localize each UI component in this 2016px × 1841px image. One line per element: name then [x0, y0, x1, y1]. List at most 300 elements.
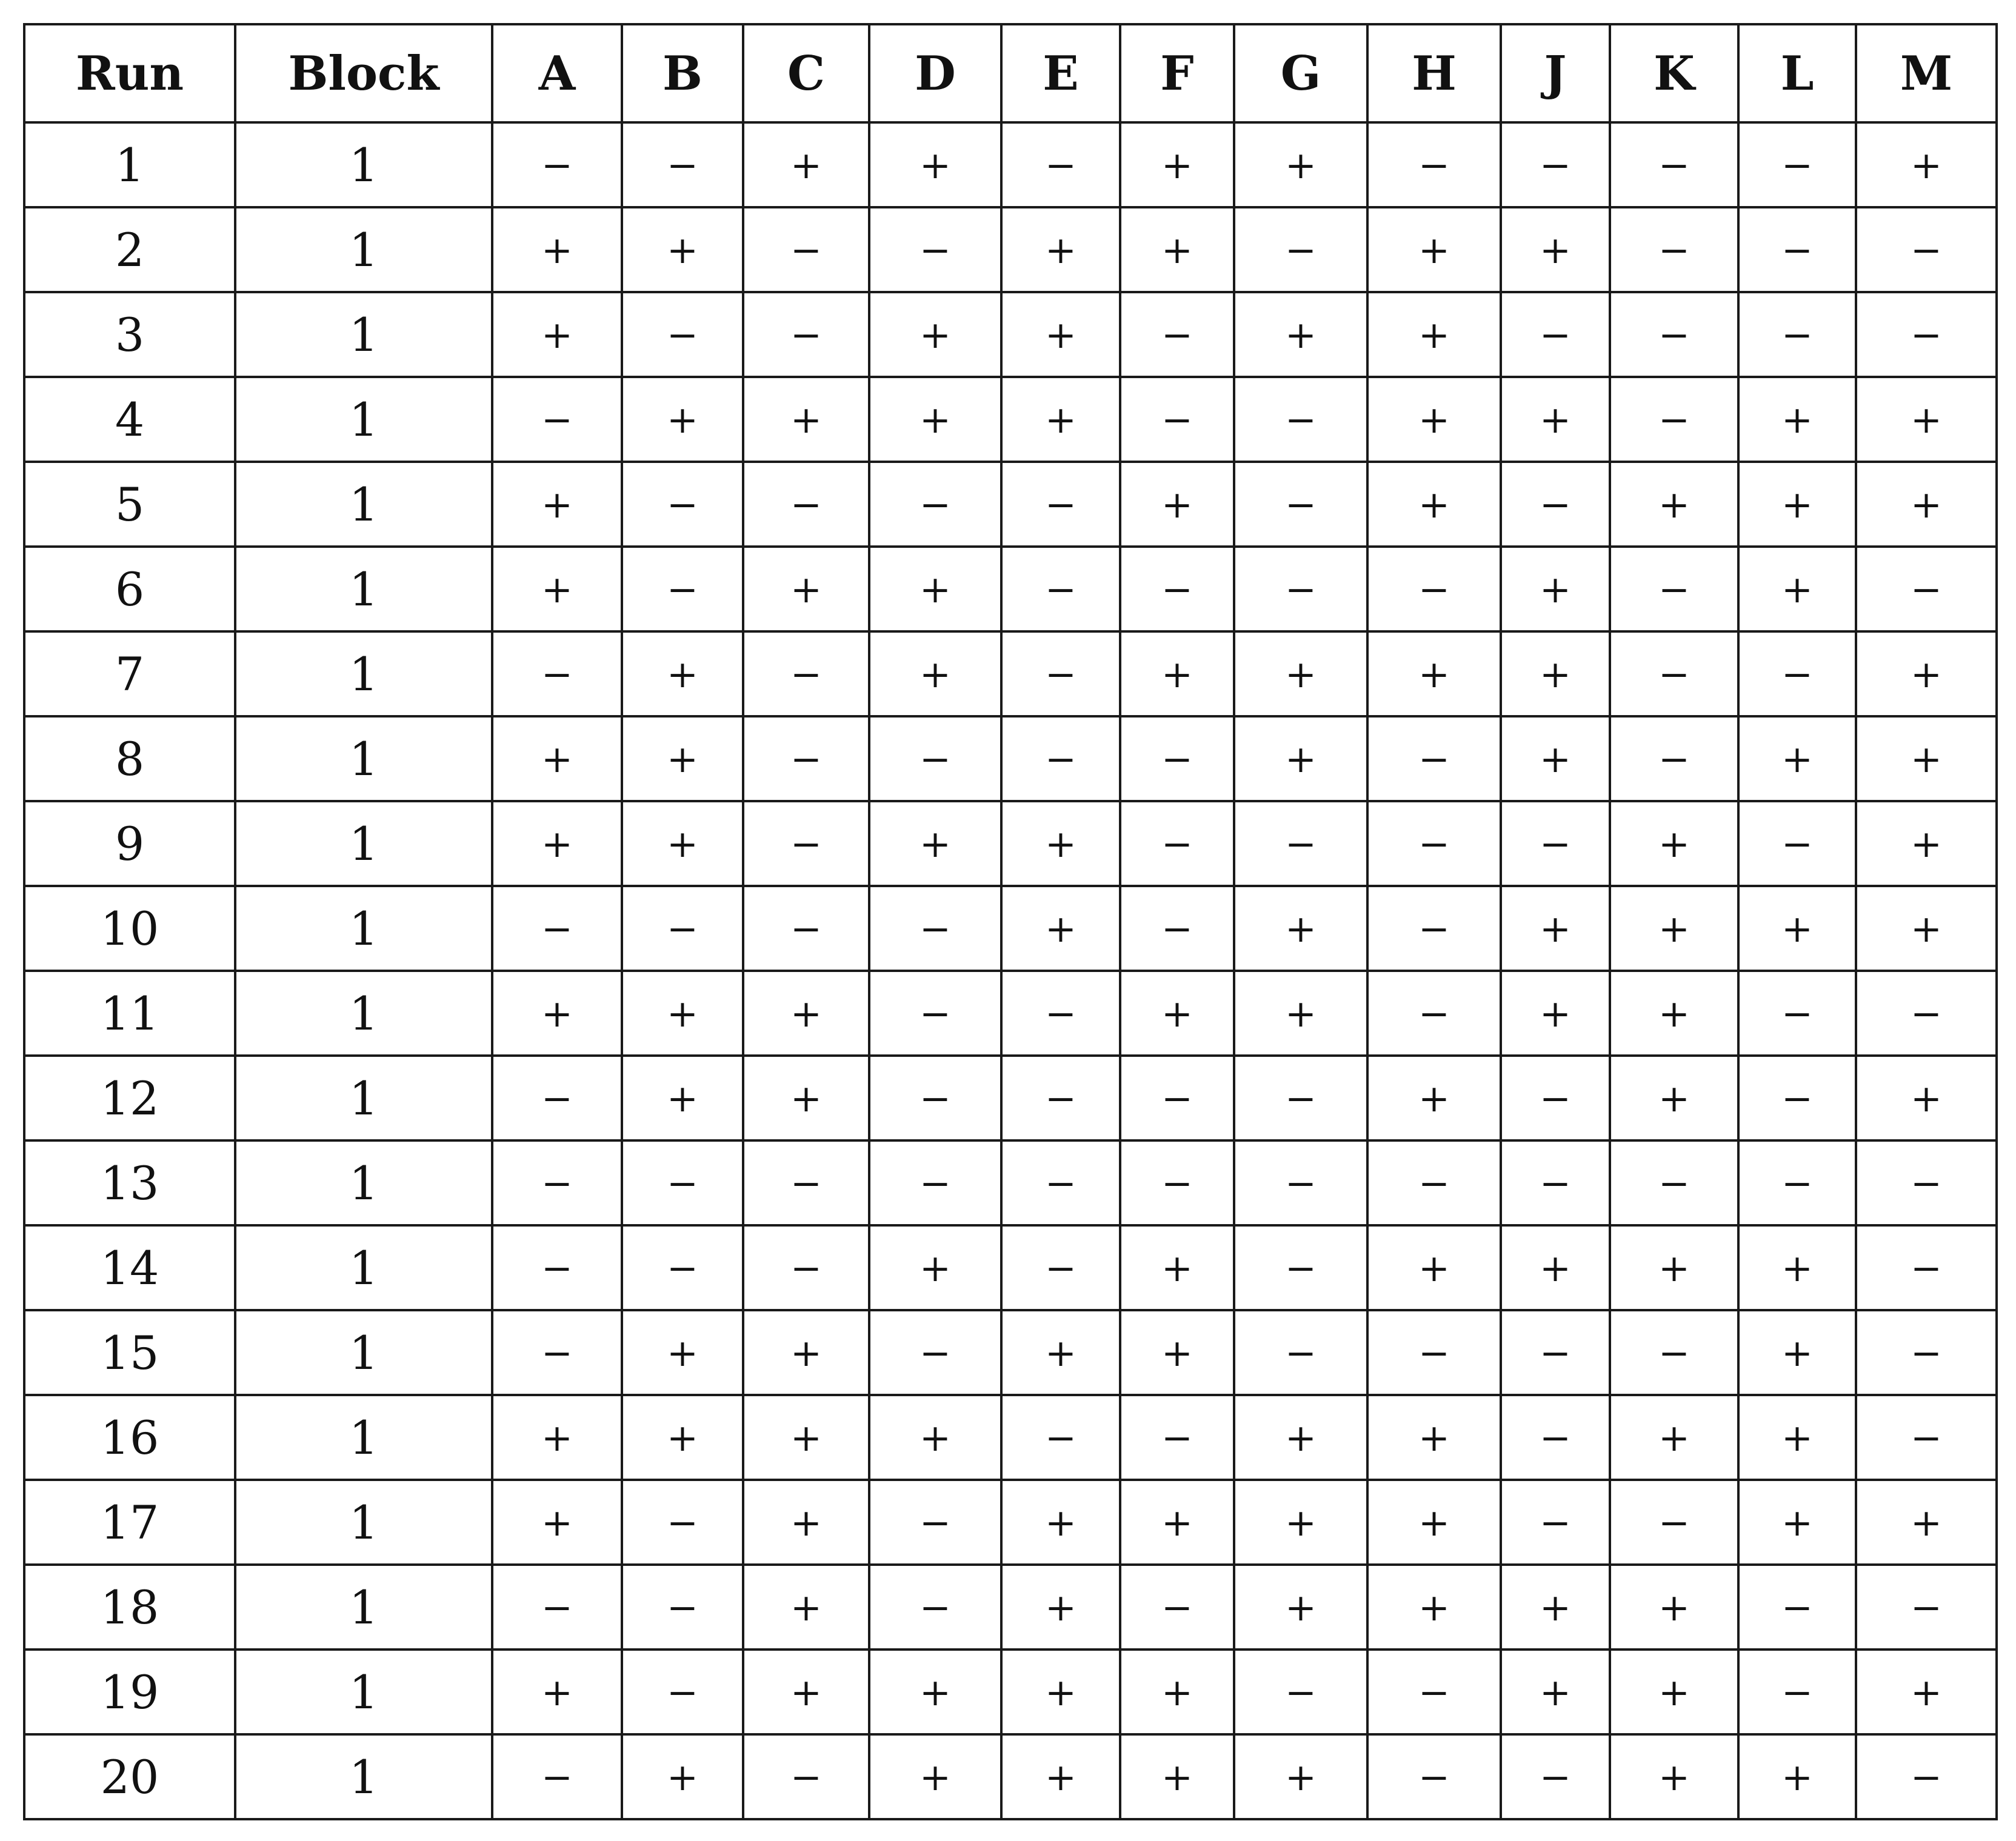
level-cell: + — [1234, 122, 1367, 207]
level-cell: + — [1120, 631, 1234, 716]
level-cell: + — [743, 377, 869, 462]
level-cell: + — [1738, 1395, 1856, 1480]
block-cell: 1 — [235, 292, 492, 377]
level-cell: + — [869, 547, 1001, 631]
level-cell: + — [1367, 462, 1501, 547]
level-cell: + — [492, 1650, 622, 1734]
level-cell: − — [1001, 547, 1120, 631]
level-cell: + — [1234, 1395, 1367, 1480]
level-cell: − — [1367, 1310, 1501, 1395]
level-cell: + — [1001, 1565, 1120, 1650]
level-cell: + — [869, 801, 1001, 886]
block-cell: 1 — [235, 1395, 492, 1480]
level-cell: + — [1501, 547, 1610, 631]
level-cell: − — [1610, 1480, 1738, 1565]
level-cell: + — [1738, 1310, 1856, 1395]
level-cell: + — [869, 1734, 1001, 1819]
level-cell: + — [492, 971, 622, 1056]
level-cell: + — [1610, 1225, 1738, 1310]
level-cell: + — [492, 462, 622, 547]
level-cell: + — [869, 377, 1001, 462]
run-number-cell: 2 — [24, 207, 235, 292]
level-cell: + — [1501, 886, 1610, 971]
level-cell: + — [869, 1650, 1001, 1734]
level-cell: − — [1501, 801, 1610, 886]
level-cell: + — [622, 1395, 743, 1480]
level-cell: + — [1610, 462, 1738, 547]
level-cell: − — [1501, 1140, 1610, 1225]
level-cell: + — [1856, 716, 1997, 801]
level-cell: + — [492, 1395, 622, 1480]
level-cell: − — [1367, 1140, 1501, 1225]
level-cell: − — [1367, 1650, 1501, 1734]
table-row — [24, 292, 1997, 377]
table-row — [24, 1225, 1997, 1310]
level-cell: − — [869, 1565, 1001, 1650]
level-cell: − — [1234, 207, 1367, 292]
level-cell: − — [743, 1140, 869, 1225]
level-cell: + — [1120, 207, 1234, 292]
level-cell: − — [1610, 631, 1738, 716]
level-cell: − — [1738, 122, 1856, 207]
level-cell: + — [1501, 1565, 1610, 1650]
level-cell: − — [492, 122, 622, 207]
level-cell: + — [622, 377, 743, 462]
level-cell: − — [1120, 377, 1234, 462]
run-number-cell: 14 — [24, 1225, 235, 1310]
level-cell: − — [743, 716, 869, 801]
level-cell: − — [869, 207, 1001, 292]
level-cell: − — [1610, 1310, 1738, 1395]
level-cell: − — [1001, 1140, 1120, 1225]
level-cell: + — [1001, 207, 1120, 292]
level-cell: + — [1856, 1480, 1997, 1565]
level-cell: + — [1367, 207, 1501, 292]
level-cell: − — [743, 631, 869, 716]
level-cell: − — [1501, 1310, 1610, 1395]
column-header-a: A — [492, 24, 622, 122]
run-number-cell: 19 — [24, 1650, 235, 1734]
level-cell: − — [1501, 1056, 1610, 1140]
level-cell: − — [743, 886, 869, 971]
level-cell: − — [1367, 801, 1501, 886]
level-cell: − — [869, 886, 1001, 971]
level-cell: + — [1001, 1650, 1120, 1734]
level-cell: + — [1120, 1480, 1234, 1565]
level-cell: − — [1367, 1734, 1501, 1819]
level-cell: − — [492, 1310, 622, 1395]
level-cell: + — [1367, 1056, 1501, 1140]
level-cell: + — [1501, 377, 1610, 462]
level-cell: − — [1738, 801, 1856, 886]
level-cell: − — [1856, 1225, 1997, 1310]
level-cell: − — [1367, 886, 1501, 971]
level-cell: + — [1234, 631, 1367, 716]
table-row — [24, 971, 1997, 1056]
level-cell: − — [869, 462, 1001, 547]
level-cell: + — [492, 292, 622, 377]
run-number-cell: 18 — [24, 1565, 235, 1650]
block-cell: 1 — [235, 1310, 492, 1395]
level-cell: − — [1367, 122, 1501, 207]
table-row — [24, 1734, 1997, 1819]
run-number-cell: 10 — [24, 886, 235, 971]
level-cell: + — [622, 1734, 743, 1819]
level-cell: + — [1610, 1056, 1738, 1140]
level-cell: − — [1120, 292, 1234, 377]
level-cell: − — [622, 1480, 743, 1565]
level-cell: + — [1501, 631, 1610, 716]
level-cell: + — [743, 1565, 869, 1650]
level-cell: + — [1001, 886, 1120, 971]
level-cell: − — [1738, 1140, 1856, 1225]
column-header-j: J — [1501, 24, 1610, 122]
level-cell: + — [1738, 377, 1856, 462]
table-row — [24, 1565, 1997, 1650]
block-cell: 1 — [235, 971, 492, 1056]
level-cell: + — [1367, 292, 1501, 377]
level-cell: + — [1738, 716, 1856, 801]
column-header-b: B — [622, 24, 743, 122]
level-cell: − — [1856, 1140, 1997, 1225]
level-cell: + — [1120, 122, 1234, 207]
level-cell: − — [1120, 1056, 1234, 1140]
table-row — [24, 462, 1997, 547]
level-cell: − — [1856, 1565, 1997, 1650]
level-cell: + — [1856, 801, 1997, 886]
level-cell: − — [743, 1734, 869, 1819]
level-cell: − — [869, 1140, 1001, 1225]
level-cell: − — [743, 1225, 869, 1310]
level-cell: + — [869, 631, 1001, 716]
block-cell: 1 — [235, 1565, 492, 1650]
level-cell: − — [869, 971, 1001, 1056]
run-number-cell: 16 — [24, 1395, 235, 1480]
level-cell: − — [1001, 1225, 1120, 1310]
level-cell: − — [1610, 122, 1738, 207]
level-cell: + — [1738, 1734, 1856, 1819]
level-cell: − — [1001, 971, 1120, 1056]
level-cell: − — [1234, 377, 1367, 462]
level-cell: + — [869, 1395, 1001, 1480]
level-cell: + — [869, 122, 1001, 207]
level-cell: + — [1610, 1395, 1738, 1480]
block-cell: 1 — [235, 462, 492, 547]
level-cell: − — [743, 462, 869, 547]
level-cell: + — [1501, 1225, 1610, 1310]
level-cell: + — [1234, 292, 1367, 377]
level-cell: − — [1120, 886, 1234, 971]
run-number-cell: 15 — [24, 1310, 235, 1395]
level-cell: + — [1367, 1395, 1501, 1480]
run-number-cell: 5 — [24, 462, 235, 547]
level-cell: + — [1610, 801, 1738, 886]
level-cell: + — [1234, 886, 1367, 971]
level-cell: − — [622, 1140, 743, 1225]
level-cell: + — [1367, 377, 1501, 462]
level-cell: − — [869, 1056, 1001, 1140]
level-cell: − — [1856, 1734, 1997, 1819]
level-cell: − — [1234, 547, 1367, 631]
level-cell: − — [492, 1565, 622, 1650]
block-cell: 1 — [235, 377, 492, 462]
table-header — [24, 24, 1997, 122]
level-cell: − — [1501, 462, 1610, 547]
column-header-block: Block — [235, 24, 492, 122]
level-cell: + — [1501, 207, 1610, 292]
level-cell: + — [622, 631, 743, 716]
level-cell: + — [1001, 801, 1120, 886]
block-cell: 1 — [235, 122, 492, 207]
design-matrix-table — [23, 23, 1998, 1820]
level-cell: + — [1501, 716, 1610, 801]
block-cell: 1 — [235, 1734, 492, 1819]
column-header-e: E — [1001, 24, 1120, 122]
header-row — [24, 24, 1997, 122]
level-cell: + — [1234, 971, 1367, 1056]
level-cell: − — [1001, 716, 1120, 801]
level-cell: + — [1738, 1480, 1856, 1565]
block-cell: 1 — [235, 801, 492, 886]
run-number-cell: 17 — [24, 1480, 235, 1565]
level-cell: + — [743, 1310, 869, 1395]
level-cell: + — [1856, 1056, 1997, 1140]
level-cell: − — [1120, 716, 1234, 801]
level-cell: + — [1738, 1225, 1856, 1310]
level-cell: − — [1610, 1140, 1738, 1225]
block-cell: 1 — [235, 1650, 492, 1734]
level-cell: − — [1738, 971, 1856, 1056]
level-cell: + — [743, 1395, 869, 1480]
level-cell: − — [869, 1480, 1001, 1565]
level-cell: − — [1234, 1056, 1367, 1140]
table-row — [24, 1650, 1997, 1734]
run-number-cell: 7 — [24, 631, 235, 716]
table-row — [24, 547, 1997, 631]
column-header-g: G — [1234, 24, 1367, 122]
level-cell: + — [1501, 1650, 1610, 1734]
level-cell: + — [1120, 1734, 1234, 1819]
level-cell: + — [1001, 1310, 1120, 1395]
level-cell: − — [622, 462, 743, 547]
level-cell: − — [622, 122, 743, 207]
level-cell: + — [622, 801, 743, 886]
block-cell: 1 — [235, 207, 492, 292]
level-cell: − — [1738, 1650, 1856, 1734]
level-cell: − — [1234, 1310, 1367, 1395]
level-cell: − — [1120, 1140, 1234, 1225]
level-cell: − — [1234, 1650, 1367, 1734]
level-cell: − — [492, 1734, 622, 1819]
level-cell: + — [622, 207, 743, 292]
level-cell: − — [622, 886, 743, 971]
column-header-c: C — [743, 24, 869, 122]
level-cell: + — [1610, 971, 1738, 1056]
table-row — [24, 377, 1997, 462]
level-cell: − — [1501, 122, 1610, 207]
level-cell: + — [1001, 377, 1120, 462]
level-cell: + — [1120, 462, 1234, 547]
level-cell: − — [1001, 1395, 1120, 1480]
level-cell: + — [622, 1310, 743, 1395]
level-cell: − — [622, 1565, 743, 1650]
level-cell: + — [1856, 462, 1997, 547]
level-cell: − — [1856, 1310, 1997, 1395]
level-cell: + — [1738, 886, 1856, 971]
level-cell: − — [1234, 801, 1367, 886]
run-number-cell: 4 — [24, 377, 235, 462]
level-cell: + — [492, 801, 622, 886]
run-number-cell: 8 — [24, 716, 235, 801]
level-cell: + — [1234, 1565, 1367, 1650]
level-cell: − — [1234, 462, 1367, 547]
table-row — [24, 1310, 1997, 1395]
run-number-cell: 12 — [24, 1056, 235, 1140]
column-header-run: Run — [24, 24, 235, 122]
level-cell: − — [492, 631, 622, 716]
level-cell: − — [743, 207, 869, 292]
level-cell: − — [1610, 377, 1738, 462]
level-cell: − — [869, 1310, 1001, 1395]
block-cell: 1 — [235, 886, 492, 971]
block-cell: 1 — [235, 1480, 492, 1565]
level-cell: − — [1367, 971, 1501, 1056]
table-row — [24, 886, 1997, 971]
level-cell: + — [622, 1056, 743, 1140]
level-cell: − — [1234, 1225, 1367, 1310]
level-cell: + — [1738, 462, 1856, 547]
level-cell: − — [492, 1140, 622, 1225]
level-cell: − — [743, 292, 869, 377]
level-cell: + — [492, 1480, 622, 1565]
block-cell: 1 — [235, 1140, 492, 1225]
level-cell: + — [1120, 1650, 1234, 1734]
level-cell: − — [1120, 801, 1234, 886]
level-cell: + — [1610, 1565, 1738, 1650]
level-cell: − — [1610, 716, 1738, 801]
level-cell: + — [743, 122, 869, 207]
column-header-h: H — [1367, 24, 1501, 122]
run-number-cell: 9 — [24, 801, 235, 886]
level-cell: − — [1856, 207, 1997, 292]
level-cell: − — [1367, 547, 1501, 631]
table-row — [24, 801, 1997, 886]
table-row — [24, 1056, 1997, 1140]
run-number-cell: 20 — [24, 1734, 235, 1819]
level-cell: + — [1856, 1650, 1997, 1734]
run-number-cell: 11 — [24, 971, 235, 1056]
level-cell: − — [1856, 547, 1997, 631]
level-cell: − — [1001, 1056, 1120, 1140]
level-cell: − — [1001, 122, 1120, 207]
table-row — [24, 122, 1997, 207]
level-cell: − — [1501, 1734, 1610, 1819]
table-row — [24, 207, 1997, 292]
level-cell: + — [1234, 1734, 1367, 1819]
level-cell: − — [1856, 971, 1997, 1056]
level-cell: + — [743, 971, 869, 1056]
level-cell: − — [1738, 631, 1856, 716]
level-cell: − — [1120, 1565, 1234, 1650]
level-cell: − — [622, 1650, 743, 1734]
level-cell: + — [1856, 377, 1997, 462]
level-cell: − — [622, 1225, 743, 1310]
block-cell: 1 — [235, 631, 492, 716]
run-number-cell: 6 — [24, 547, 235, 631]
level-cell: + — [1234, 716, 1367, 801]
level-cell: + — [1367, 1225, 1501, 1310]
level-cell: − — [1738, 292, 1856, 377]
run-number-cell: 3 — [24, 292, 235, 377]
level-cell: + — [743, 1480, 869, 1565]
level-cell: + — [1856, 886, 1997, 971]
level-cell: + — [1610, 1734, 1738, 1819]
level-cell: + — [492, 207, 622, 292]
level-cell: + — [869, 292, 1001, 377]
level-cell: + — [1367, 1480, 1501, 1565]
level-cell: − — [1856, 292, 1997, 377]
level-cell: − — [1234, 1140, 1367, 1225]
level-cell: − — [1738, 207, 1856, 292]
level-cell: − — [1610, 292, 1738, 377]
level-cell: − — [1501, 1480, 1610, 1565]
level-cell: − — [1856, 1395, 1997, 1480]
table-row — [24, 631, 1997, 716]
level-cell: + — [1610, 1650, 1738, 1734]
column-header-l: L — [1738, 24, 1856, 122]
table-row — [24, 1395, 1997, 1480]
level-cell: − — [1120, 547, 1234, 631]
level-cell: − — [1610, 207, 1738, 292]
level-cell: − — [869, 716, 1001, 801]
level-cell: + — [1001, 1734, 1120, 1819]
level-cell: − — [743, 801, 869, 886]
level-cell: + — [492, 547, 622, 631]
level-cell: + — [622, 971, 743, 1056]
block-cell: 1 — [235, 1225, 492, 1310]
column-header-m: M — [1856, 24, 1997, 122]
level-cell: + — [1738, 547, 1856, 631]
level-cell: − — [1610, 547, 1738, 631]
level-cell: + — [622, 716, 743, 801]
table-row — [24, 716, 1997, 801]
level-cell: − — [1738, 1565, 1856, 1650]
level-cell: − — [492, 1225, 622, 1310]
level-cell: + — [1234, 1480, 1367, 1565]
level-cell: + — [743, 1650, 869, 1734]
run-number-cell: 1 — [24, 122, 235, 207]
level-cell: + — [1856, 631, 1997, 716]
level-cell: + — [1367, 631, 1501, 716]
level-cell: + — [743, 547, 869, 631]
level-cell: − — [1738, 1056, 1856, 1140]
run-number-cell: 13 — [24, 1140, 235, 1225]
block-cell: 1 — [235, 1056, 492, 1140]
level-cell: − — [1120, 1395, 1234, 1480]
level-cell: + — [1001, 292, 1120, 377]
block-cell: 1 — [235, 547, 492, 631]
column-header-k: K — [1610, 24, 1738, 122]
block-cell: 1 — [235, 716, 492, 801]
level-cell: − — [1367, 716, 1501, 801]
level-cell: + — [1120, 971, 1234, 1056]
level-cell: + — [1120, 1225, 1234, 1310]
level-cell: − — [1001, 462, 1120, 547]
level-cell: − — [622, 292, 743, 377]
level-cell: − — [492, 886, 622, 971]
level-cell: − — [492, 1056, 622, 1140]
level-cell: − — [622, 547, 743, 631]
